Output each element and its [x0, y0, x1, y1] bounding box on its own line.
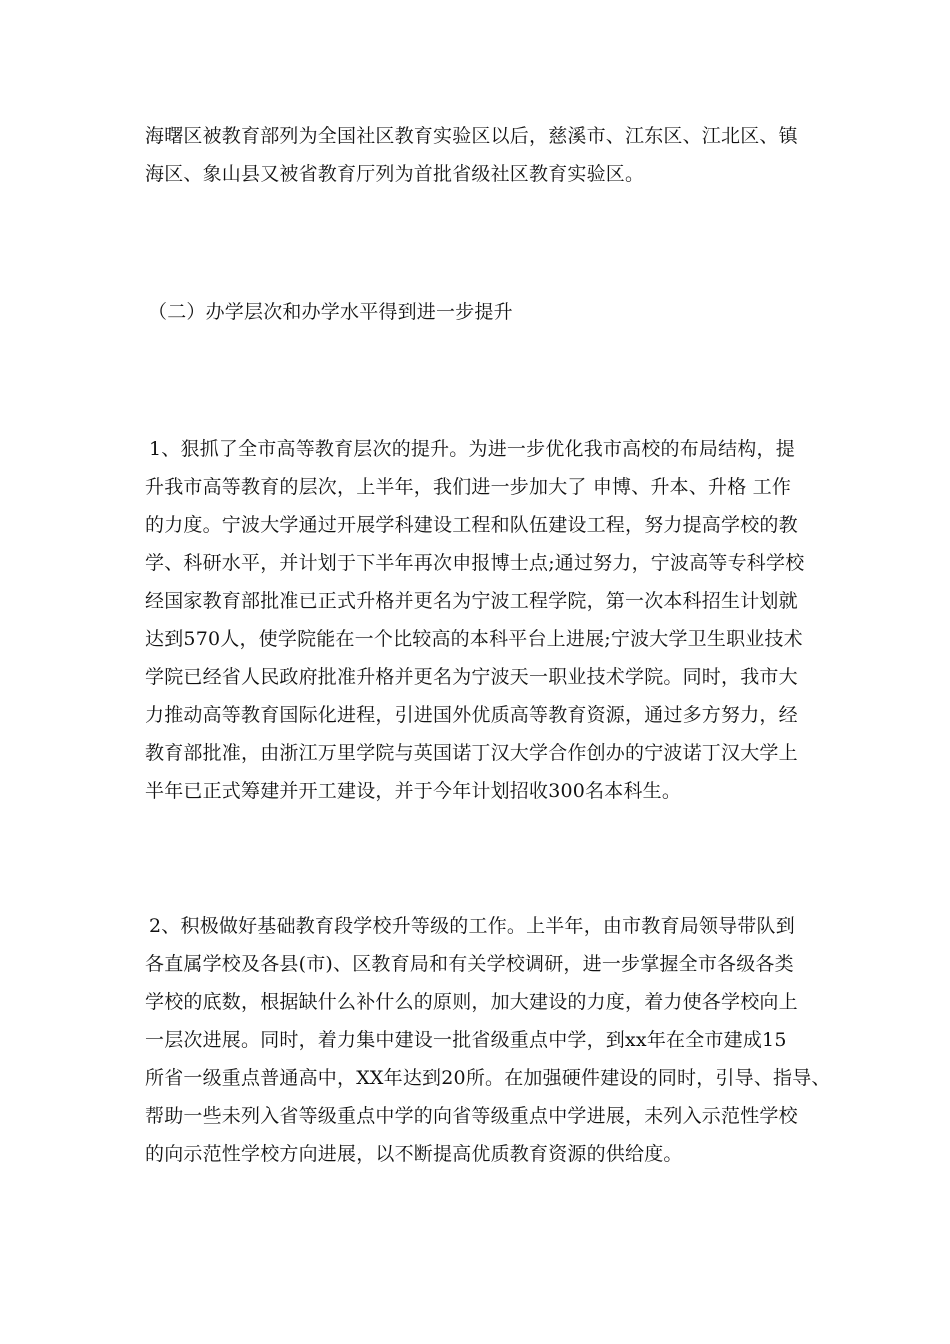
para1-line-4: 学、科研水平，并计划于下半年再次申报博士点;通过努力，宁波高等专科学校 [145, 552, 805, 574]
para1-line-9: 教育部批准，由浙江万里学院与英国诺丁汉大学合作创办的宁波诺丁汉大学上 [145, 742, 798, 764]
para1-line-7: 学院已经省人民政府批准升格并更名为宁波天一职业技术学院。同时，我市大 [145, 666, 798, 688]
para1-line-2: 升我市高等教育的层次，上半年，我们进一步加大了 申博、升本、升格 工作 [145, 476, 792, 498]
intro-line-1: 海曙区被教育部列为全国社区教育实验区以后，慈溪市、江东区、江北区、镇 [145, 125, 798, 147]
para2-line-2: 各直属学校及各县(市)、区教育局和有关学校调研，进一步掌握全市各级各类 [145, 953, 794, 975]
para1-line-10: 半年已正式筹建并开工建设，并于今年计划招收300名本科生。 [145, 780, 682, 802]
para1-line-3: 的力度。宁波大学通过开展学科建设工程和队伍建设工程，努力提高学校的教 [145, 514, 798, 536]
para2-line-5: 所省一级重点普通高中，XX年达到20所。在加强硬件建设的同时，引导、指导、 [145, 1067, 831, 1089]
section-heading: （二）办学层次和办学水平得到进一步提升 [148, 301, 513, 323]
para2-line-1: 2、积极做好基础教育段学校升等级的工作。上半年，由市教育局领导带队到 [149, 915, 795, 937]
para1-line-1: 1、狠抓了全市高等教育层次的提升。为进一步优化我市高校的布局结构，提 [149, 438, 795, 460]
para2-line-7: 的向示范性学校方向进展，以不断提高优质教育资源的供给度。 [145, 1143, 683, 1165]
intro-line-2: 海区、象山县又被省教育厅列为首批省级社区教育实验区。 [145, 163, 645, 185]
para2-line-6: 帮助一些未列入省等级重点中学的向省等级重点中学进展，未列入示范性学校 [145, 1105, 798, 1127]
para1-line-6: 达到570人，使学院能在一个比较高的本科平台上进展;宁波大学卫生职业技术 [145, 628, 803, 650]
para1-line-8: 力推动高等教育国际化进程，引进国外优质高等教育资源，通过多方努力，经 [145, 704, 798, 726]
para2-line-4: 一层次进展。同时，着力集中建设一批省级重点中学，到xx年在全市建成15 [145, 1029, 787, 1051]
para1-line-5: 经国家教育部批准已正式升格并更名为宁波工程学院，第一次本科招生计划就 [145, 590, 798, 612]
para2-line-3: 学校的底数，根据缺什么补什么的原则，加大建设的力度，着力使各学校向上 [145, 991, 798, 1013]
